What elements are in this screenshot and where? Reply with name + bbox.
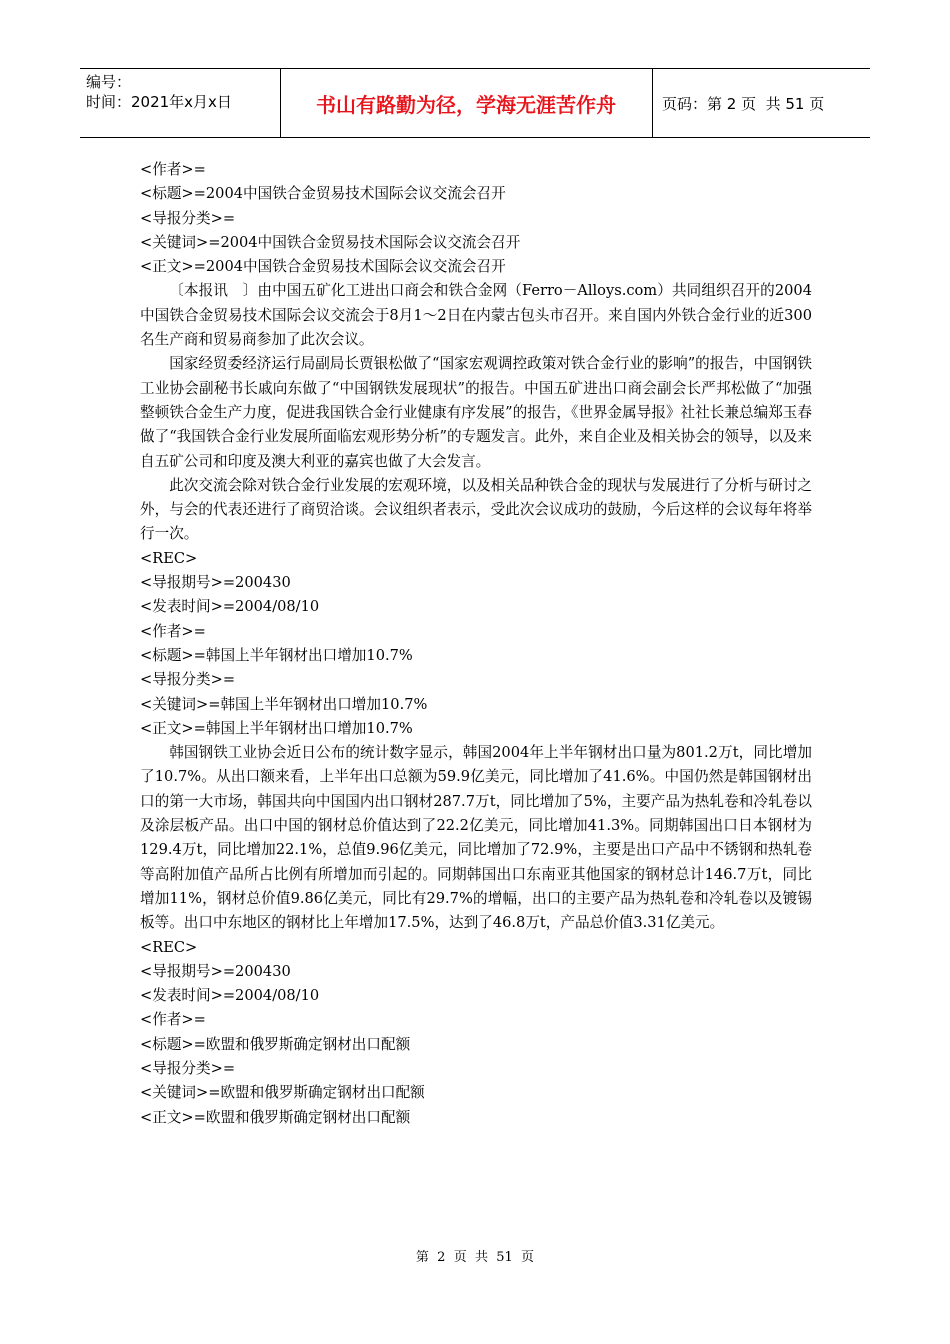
field-line: <作者>= (140, 1011, 206, 1029)
field-line: <发表时间>=2004/08/10 (140, 598, 320, 616)
document-date: 时间：2021年x月x日 (86, 93, 232, 111)
document-number-label: 编号： (86, 73, 132, 91)
field-line: <导报分类>= (140, 671, 236, 689)
document-body (140, 158, 812, 1130)
field-line: <关键词>=2004中国铁合金贸易技术国际会议交流会召开 (140, 233, 521, 251)
field-line: <正文>=欧盟和俄罗斯确定钢材出口配额 (140, 1108, 411, 1126)
header-motto: 书山有路勤为径，学海无涯苦作舟 (280, 69, 653, 137)
body-paragraph: 国家经贸委经济运行局副局长贾银松做了“国家宏观调控政策对铁合金行业的影响”的报告，中国钢铁工业协会副秘书长戚向东做了“中国钢铁发展现状”的报告。中国五矿进出口商会副会长严邦松做了“加强整顿铁合金生产力度，促进我国铁合金行业健康有序发展”的报告，《世界金属导报》社社长兼总编郑玉春做了“我国铁合金行业发展所面临宏观形势分析”的专题发言。此外，来自企业及相关协会的领导，以及来自五矿公司和印度及澳大利亚的嘉宾也做了大会发言。 (140, 355, 812, 470)
field-line: <导报分类>= (140, 209, 236, 227)
field-line: <正文>=韩国上半年钢材出口增加10.7% (140, 719, 413, 737)
field-line: <标题>=韩国上半年钢材出口增加10.7% (140, 646, 413, 664)
field-line: <关键词>=欧盟和俄罗斯确定钢材出口配额 (140, 1084, 425, 1102)
header-page-info: 页码：第 2 页 共 51 页 (662, 94, 825, 113)
page-header (80, 68, 870, 138)
field-line: <导报期号>=200430 (140, 574, 291, 592)
field-line: <REC> (140, 549, 198, 567)
field-line: <作者>= (140, 161, 206, 178)
body-paragraph: 此次交流会除对铁合金行业发展的宏观环境，以及相关品种铁合金的现状与发展进行了分析与研讨之外，与会的代表还进行了商贸洽谈。会议组织者表示，受此次会议成功的鼓励，今后这样的会议每年将举行一次。 (140, 476, 812, 543)
header-meta (80, 69, 281, 137)
body-paragraph: 韩国钢铁工业协会近日公布的统计数字显示，韩国2004年上半年钢材出口量为801.2万t，同比增加了10.7%。从出口额来看，上半年出口总额为59.9亿美元，同比增加了41.6%。中国仍然是韩国钢材出口的第一大市场，韩国共向中国国内出口钢材287.7万t，同比增加了5%，主要产品为热轧卷和冷轧卷以及涂层板产品。出口中国的钢材总价值达到了22.2亿美元，同比增加41.3%。同期韩国出口日本钢材为129.4万t，同比增加22.1%，总值9.96亿美元，同比增加了72.9%，主要是出口产品中不锈钢和热轧卷等高附加值产品所占比例有所增加而引起的。同期韩国出口东南亚其他国家的钢材总计146.7万t，同比增加11%，钢材总价值9.86亿美元，同比有29.7%的增幅，出口的主要产品为热轧卷和冷轧卷以及镀锡板等。出口中东地区的钢材比上年增加17.5%，达到了46.8万t，产品总价值3.31亿美元。 (140, 744, 812, 932)
field-line: <标题>=欧盟和俄罗斯确定钢材出口配额 (140, 1035, 411, 1053)
body-paragraph: 〔本报讯 〕由中国五矿化工进出口商会和铁合金网（Ferro－Alloys.com）共同组织召开的2004中国铁合金贸易技术国际会议交流会于8月1～2日在内蒙古包头市召开。来自国内外铁合金行业的近300名生产商和贸易商参加了此次会议。 (140, 282, 812, 349)
page-footer: 第 2 页 共 51 页 (415, 1250, 535, 1265)
field-line: <发表时间>=2004/08/10 (140, 987, 320, 1005)
field-line: <正文>=2004中国铁合金贸易技术国际会议交流会召开 (140, 258, 506, 276)
field-line: <导报分类>= (140, 1059, 236, 1077)
field-line: <关键词>=韩国上半年钢材出口增加10.7% (140, 695, 428, 713)
field-line: <导报期号>=200430 (140, 962, 291, 980)
field-line: <标题>=2004中国铁合金贸易技术国际会议交流会召开 (140, 185, 506, 203)
field-line: <作者>= (140, 622, 206, 640)
field-line: <REC> (140, 938, 198, 956)
